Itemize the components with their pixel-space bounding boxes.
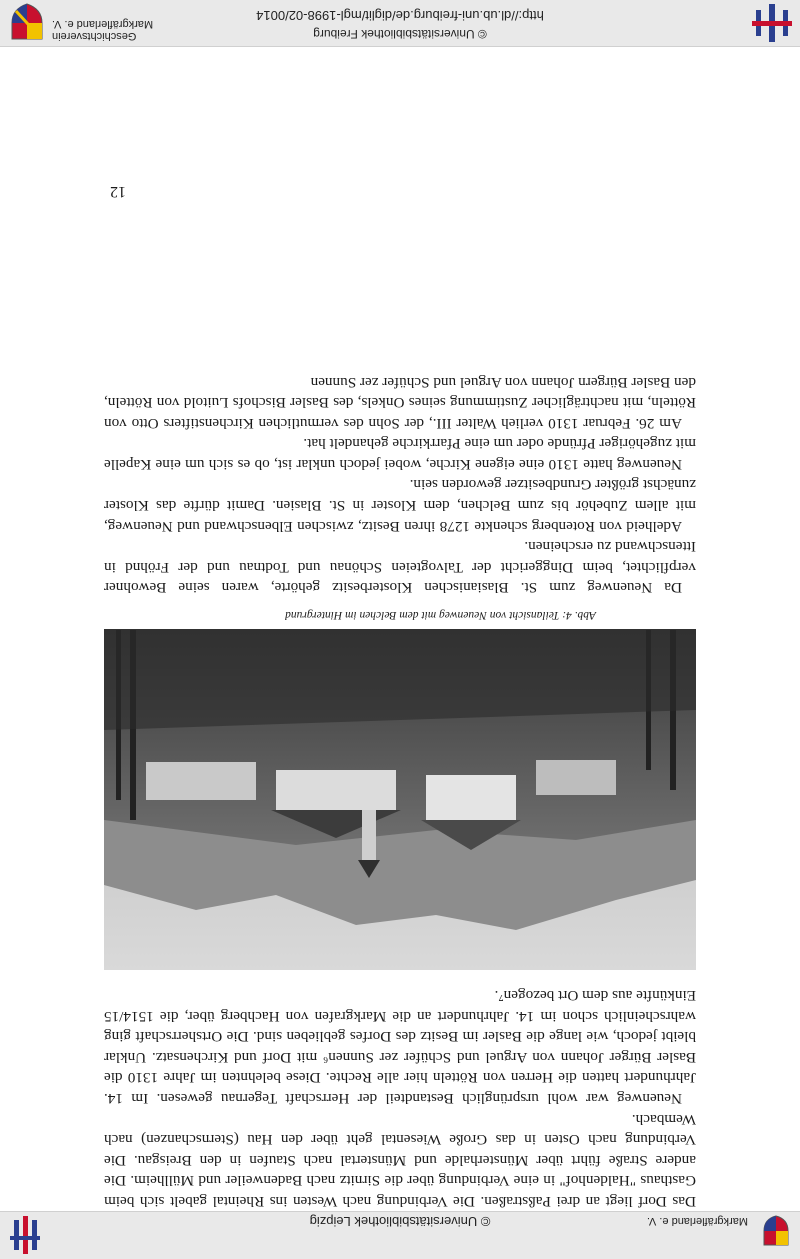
coat-of-arms-icon [762, 1215, 790, 1247]
paragraph: Neuenweg war wohl ursprünglich Bestandteil der Herrschaft Tegernau gewesen. Im 14. Jahrhundert hatten die Herren von Rötteln hier alle Rechte. Diese belehnten im Jahre 1310 die Basler Bürger Johann von Arguel und Schüfer zer Sunnen⁶ mit Dorf und Kirchensatz. Unklar bleibt jedoch, wie lange die Basler im Besitz des Dorfes geblieben sind. Die Ortsherrschaft ging wahrscheinlich schon im 14. Jahrhundert an die Markgrafen von Hachberg über, die 1514/15 Einkünfte aus dem Ort bezogen⁷. [104, 987, 696, 1108]
freiburg-logo [752, 4, 792, 42]
society-line1: Geschichtsverein [52, 30, 137, 42]
paragraph: Da Neuenweg zum St. Blasianischen Klosterbesitz gehörte, waren seine Bewohner verpflichtet, beim Dinggericht der Talvogteien Schönau und Todtnau und der Fröhnd in Ittenschwand zu erscheinen. [104, 538, 696, 597]
paragraph: Neuenweg hatte 1310 eine eigene Kirche, wobei jedoch unklar ist, ob es sich um eine Kapelle mit zugehöriger Pfründe oder um eine Pfarrkirche gehandelt hat. [104, 435, 696, 473]
page-number: 12 [110, 183, 126, 200]
footer-bar [0, 0, 800, 47]
paragraph: Adelheid von Rotenberg schenkte 1278 ihren Besitz, zwischen Elbenschwand und Neuenweg, mit allem Zubehör bis zum Belchen, dem Kloster in St. Blasien. Damit dürfte das Kloster zunächst größter Grundbesitzer geworden sein. [104, 476, 696, 535]
copyright-text: © Universitätsbibliothek Freiburg [313, 27, 487, 41]
village-photograph [104, 629, 696, 970]
society-line2: Markgräflerland e. V. [52, 18, 154, 30]
header-bar [0, 1211, 800, 1259]
paragraph: Das Dorf liegt an drei Paßstraßen. Die Verbindung nach Westen ins Rheintal gabelt sich beim Gasthaus "Haldenhof" in eine Verbindung über die Sirnitz nach Badenweiler und Müllheim. Die andere Straße führt über Münsterhalde und Münstertal nach Staufen in den Breisgau. Die Verbindung nach Osten in das Große Wiesental geht über den Hau (Sternschanzen) nach Wembach. [104, 1110, 696, 1210]
figure-caption: Abb. 4: Teilansicht von Neuenweg mit dem Belchen im Hintergrund [285, 609, 596, 622]
society-text: Markgräflerland e. V. [646, 1215, 748, 1227]
document-body [104, 371, 696, 1211]
paragraph: Am 26. Februar 1310 verlieh Walter III., der Sohn des vermutlichen Kirchenstifters Otto von Rötteln, mit nachträglicher Zustimmung seines Onkels, des Basler Bischofs Luitold von Rötteln, den Basler Bürgern Johann von Arguel und Schüfer zer Sunnen [104, 373, 696, 432]
library-text: © Universitätsbibliothek Leipzig [309, 1214, 491, 1229]
document-url-link[interactable]: http://dl.ub.uni-freiburg.de/diglit/mgl-1998-02/0014 [256, 8, 544, 23]
